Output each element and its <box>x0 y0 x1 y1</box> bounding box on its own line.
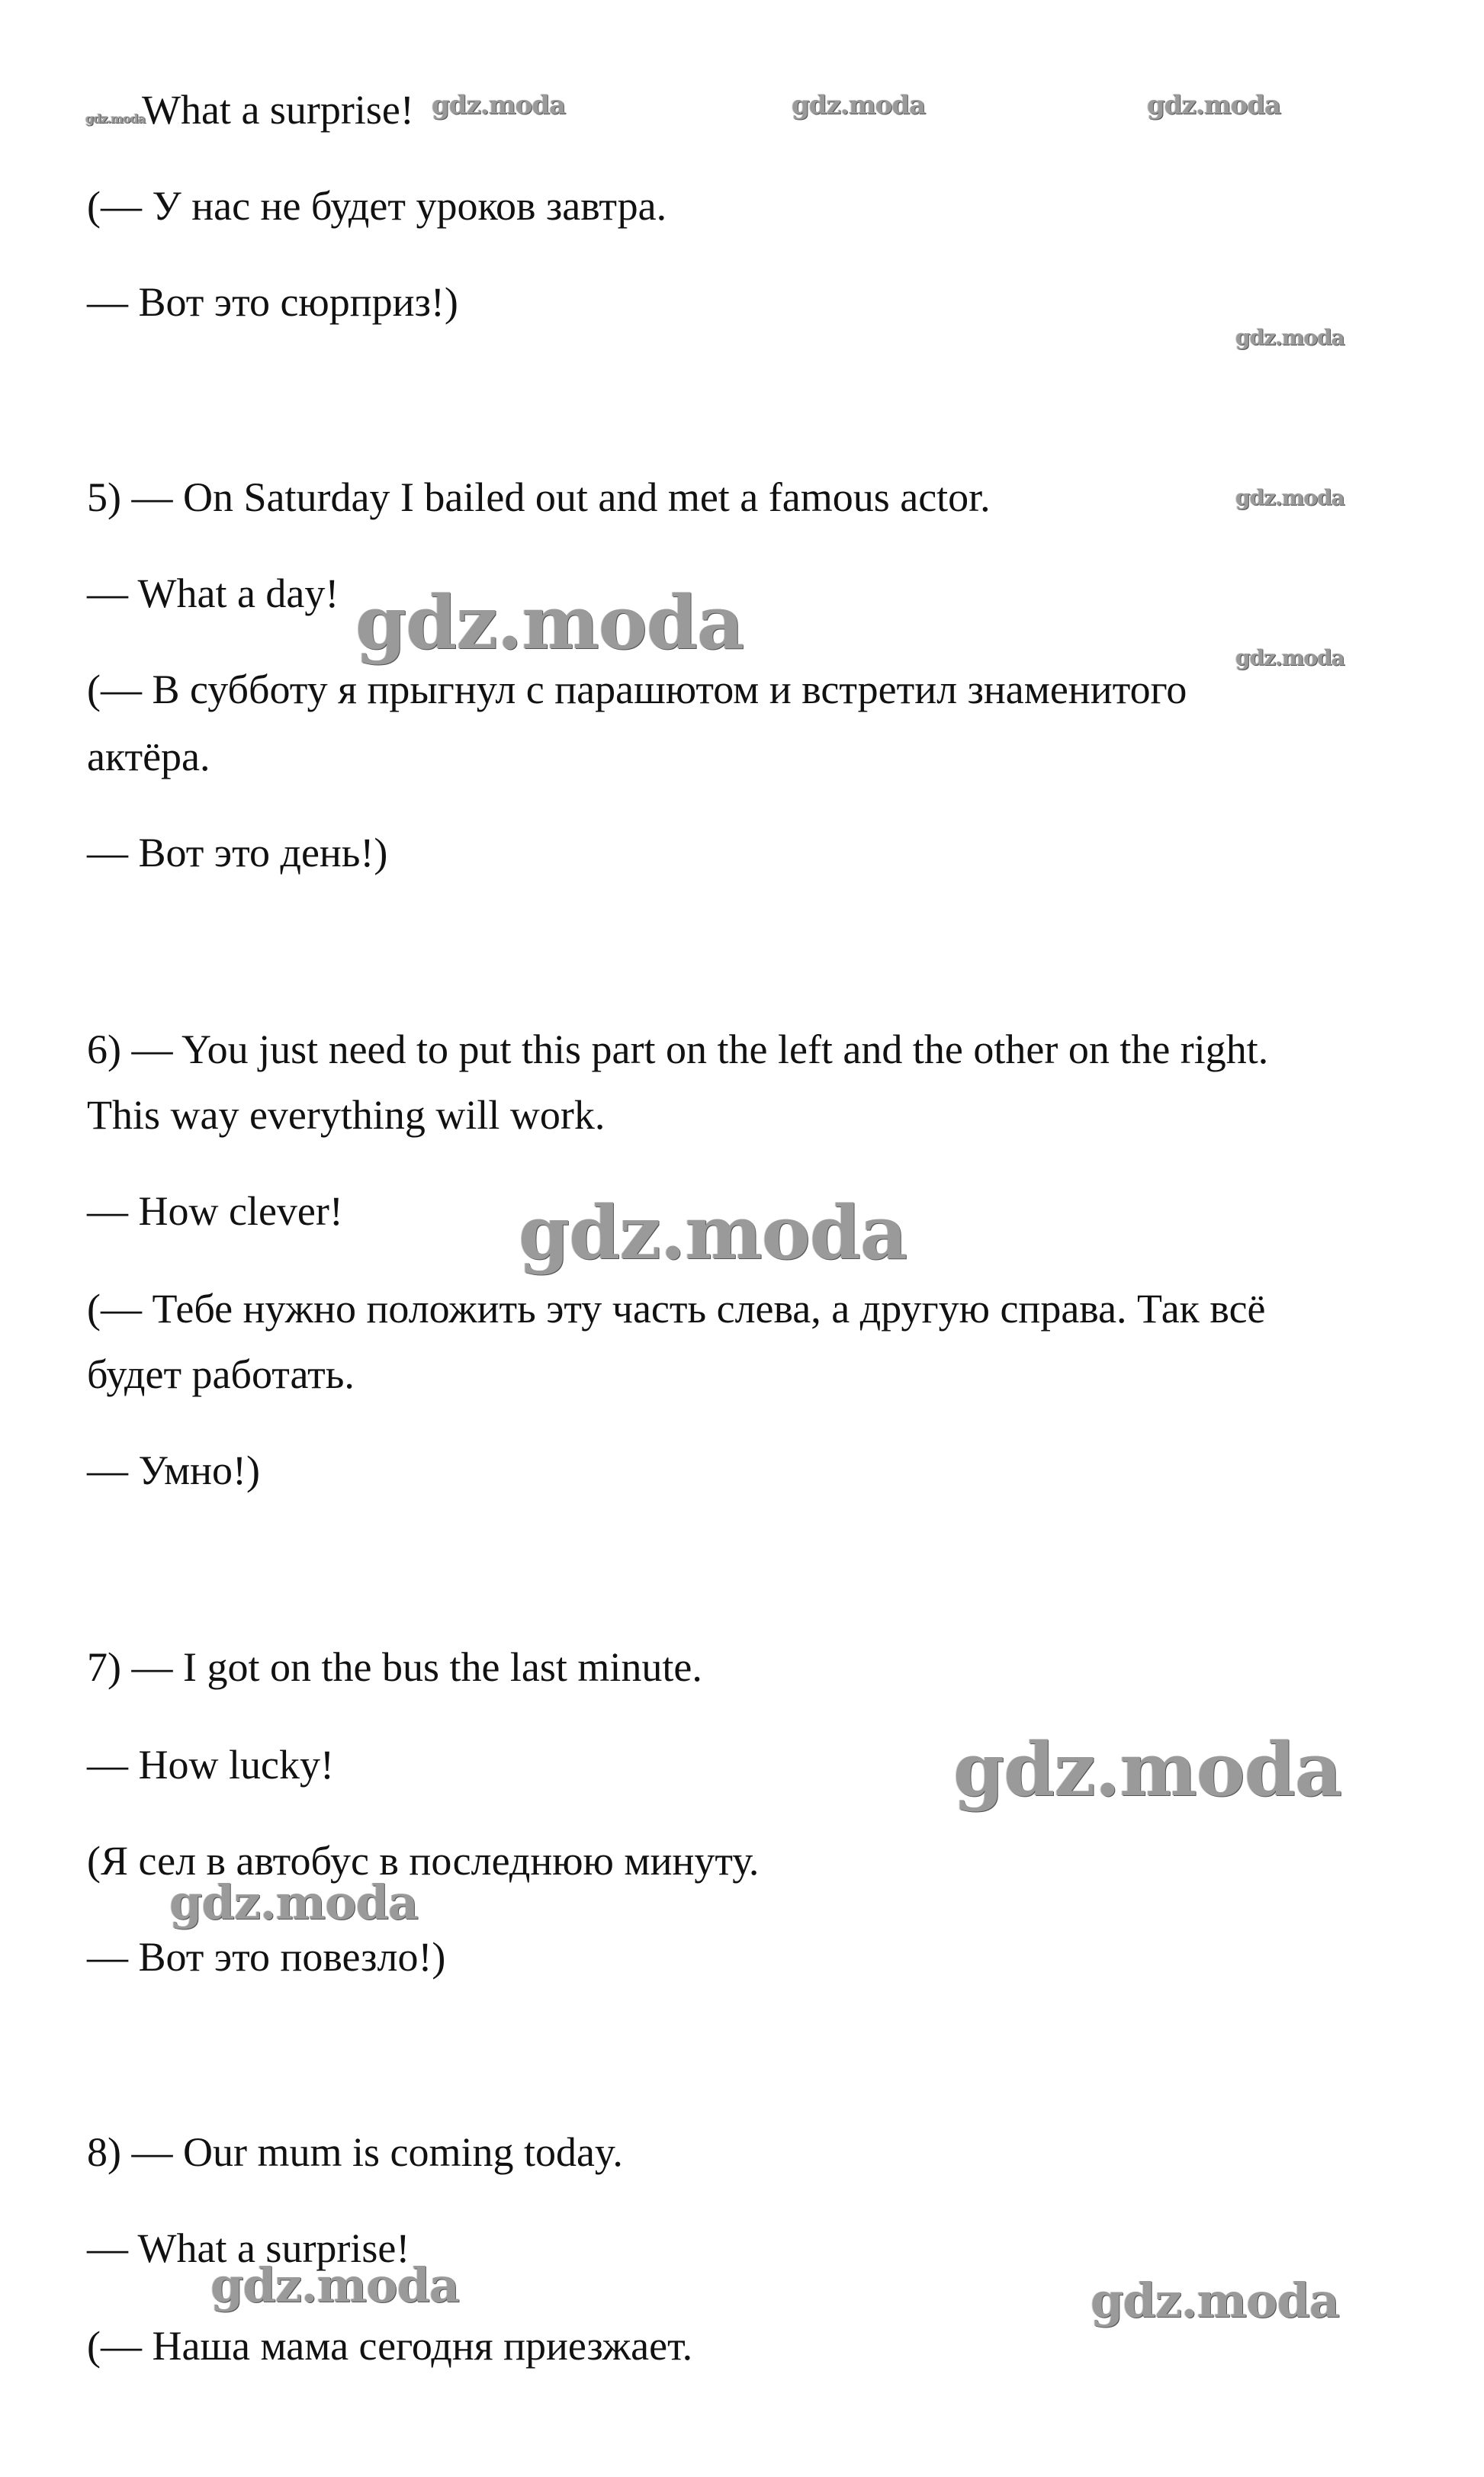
watermark-small-3: gdz.moda <box>1235 645 1344 670</box>
text-line-7: актёра. <box>87 734 210 779</box>
watermark-top-1: gdz.moda <box>432 90 566 120</box>
text-line-2: (— У нас не будет уроков завтра. <box>87 183 667 229</box>
watermark-small-1: gdz.moda <box>1235 325 1344 350</box>
watermark-medium-3: gdz.moda <box>1091 2273 1339 2328</box>
watermark-small-2: gdz.moda <box>1235 485 1344 510</box>
text-line-6: (— В субботу я прыгнул с парашютом и встретил знаменитого <box>87 667 1187 712</box>
text-line-13: будет работать. <box>87 1351 355 1397</box>
text-line-14: — Умно!) <box>87 1447 261 1493</box>
text-line-18: — Вот это повезло!) <box>87 1934 446 1980</box>
watermark-medium-2: gdz.moda <box>210 2257 459 2313</box>
text-line-21: (— Наша мама сегодня приезжает. <box>87 2323 693 2369</box>
watermark-tiny: gdz.moda <box>85 111 146 126</box>
watermark-large-3: gdz.moda <box>953 1727 1342 1813</box>
watermark-top-3: gdz.moda <box>1147 90 1281 120</box>
text-line-8: — Вот это день!) <box>87 830 388 875</box>
text-line-19: 8) — Our mum is coming today. <box>87 2129 623 2175</box>
text-line-12: (— Тебе нужно положить эту часть слева, а другую справа. Так всё <box>87 1286 1266 1332</box>
watermark-top-2: gdz.moda <box>792 90 926 120</box>
text-line-11: — How clever! <box>87 1188 343 1234</box>
watermark-large-1: gdz.moda <box>355 580 744 666</box>
text-line-5: — What a day! <box>87 570 339 616</box>
text-line-16: — How lucky! <box>87 1742 334 1788</box>
text-line-17: (Я сел в автобус в последнюю минуту. <box>87 1838 760 1884</box>
text-line-1: What a surprise! <box>142 87 414 133</box>
watermark-large-2: gdz.moda <box>519 1190 907 1276</box>
text-line-4: 5) — On Saturday I bailed out and met a famous actor. <box>87 474 991 520</box>
text-line-9: 6) — You just need to put this part on the left and the other on the right. <box>87 1026 1269 1072</box>
text-line-3: — Вот это сюрприз!) <box>87 279 458 325</box>
text-line-20: — What a surprise! <box>87 2225 410 2271</box>
text-line-15: 7) — I got on the bus the last minute. <box>87 1644 702 1690</box>
watermark-medium-1: gdz.moda <box>169 1875 418 1930</box>
text-line-10: This way everything will work. <box>87 1092 605 1138</box>
